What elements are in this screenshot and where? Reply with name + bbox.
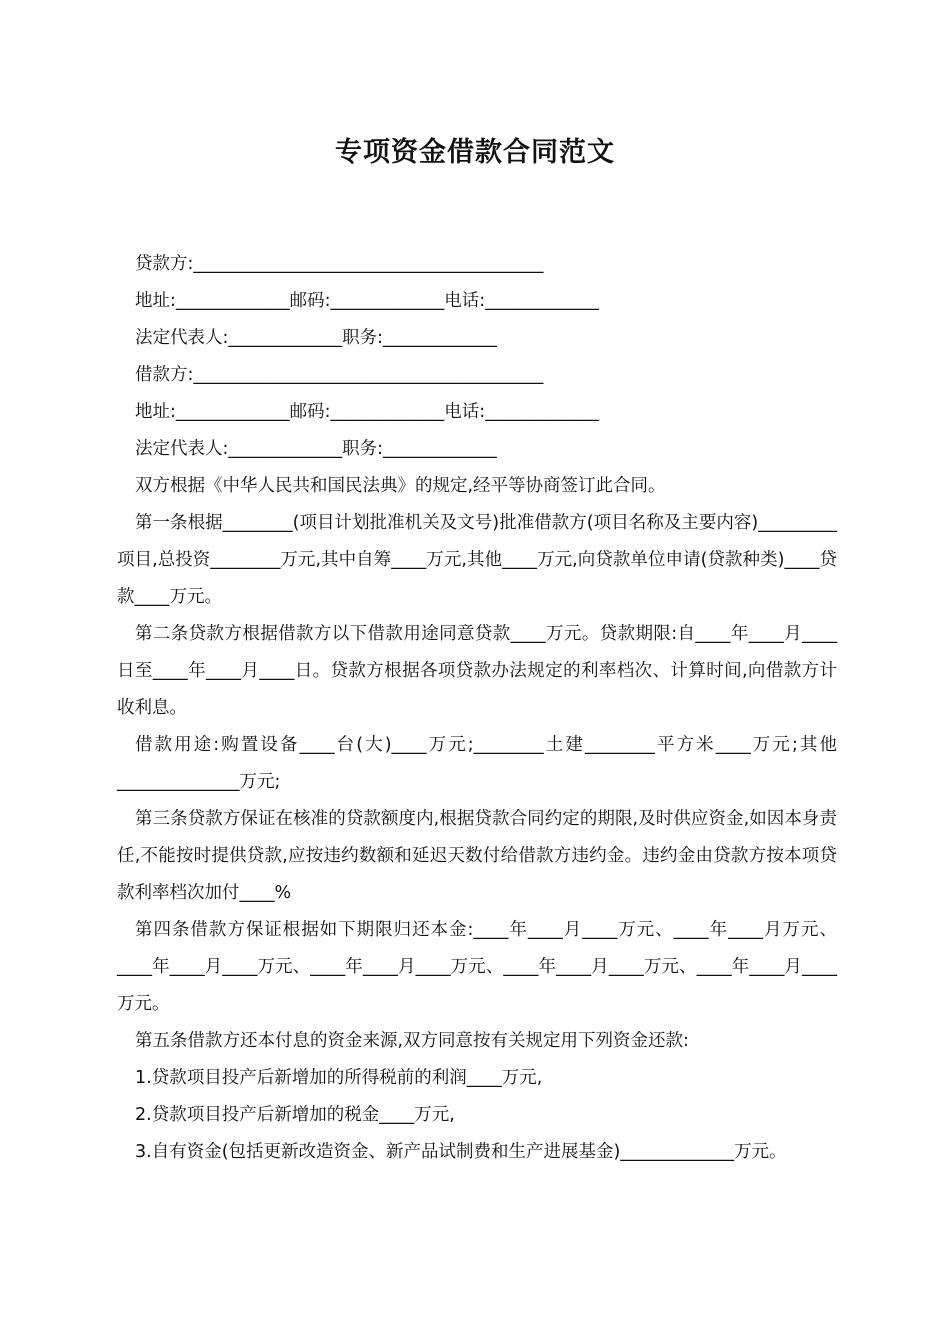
article-3-paragraph: 第三条贷款方保证在核准的贷款额度内,根据贷款合同约定的期限,及时供应资金,如因本身责任,不能按时提供贷款,应按违约数额和延迟天数付给借款方违约金。违约金由贷款方按本项贷款利率档次加付____% xyxy=(117,809,837,903)
repayment-source-item-2: 2.贷款项目投产后新增加的税金____万元, xyxy=(135,1105,455,1125)
document-title: 专项资金借款合同范文 xyxy=(335,137,615,168)
article-1-paragraph: 第一条根据________(项目计划批准机关及文号)批准借款方(项目名称及主要内容)_________项目,总投资________万元,其中自筹____万元,其他____万元,向贷款单位申请(贷款种类)____贷款____万元。 xyxy=(117,513,837,607)
repayment-source-item-1: 1.贷款项目投产后新增加的所得税前的利润____万元, xyxy=(135,1068,543,1088)
preamble-line: 双方根据《中华人民共和国民法典》的规定,经平等协商签订此合同。 xyxy=(135,476,666,496)
lender-name-line: 贷款方:________________________________________ xyxy=(135,254,544,274)
borrower-name-line: 借款方:________________________________________ xyxy=(135,365,544,385)
repayment-source-item-3: 3.自有资金(包括更新改造资金、新产品试制费和生产进展基金)_____________万元。 xyxy=(135,1142,787,1162)
lender-address-line: 地址:_____________邮码:_____________电话:_____________ xyxy=(135,291,599,311)
borrower-address-line: 地址:_____________邮码:_____________电话:_____________ xyxy=(135,402,599,422)
lender-representative-line: 法定代表人:_____________职务:_____________ xyxy=(135,328,497,348)
article-4-paragraph: 第四条借款方保证根据如下期限归还本金:____年____月____万元、____年____月万元、____年____月____万元、____年____月____万元、____年____月____万元、____年____月____万元。 xyxy=(117,920,837,1014)
document-body xyxy=(117,246,837,1171)
article-5-paragraph: 第五条借款方还本付息的资金来源,双方同意按有关规定用下列资金还款: xyxy=(135,1031,689,1051)
article-2-paragraph: 第二条贷款方根据借款方以下借款用途同意贷款____万元。贷款期限:自____年____月____日至____年____月____日。贷款方根据各项贷款办法规定的利率档次、计算时间,向借款方计收利息。 xyxy=(117,624,837,718)
borrower-representative-line: 法定代表人:_____________职务:_____________ xyxy=(135,439,497,459)
loan-purpose-paragraph: 借款用途:购置设备____台(大)____万元;________土建________平方米____万元;其他______________万元; xyxy=(117,735,837,792)
